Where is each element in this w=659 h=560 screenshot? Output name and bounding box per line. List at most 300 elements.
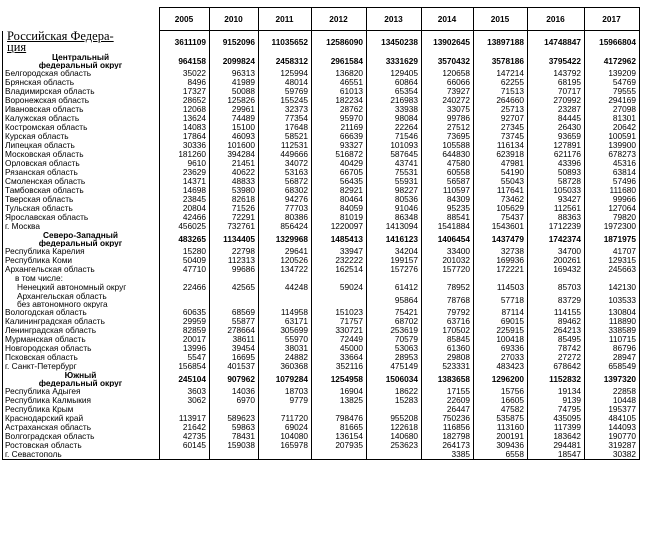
value-cell: 15100 <box>210 123 259 132</box>
value-cell: 589623 <box>210 414 259 423</box>
value-cell: 72449 <box>312 335 367 344</box>
value-cell <box>210 274 259 283</box>
row-label-line: Республика Коми <box>5 255 73 265</box>
table-row <box>3 123 640 132</box>
value-cell: 29961 <box>210 105 259 114</box>
row-label-line: г. Санкт-Петербург <box>5 361 77 371</box>
value-cell: 82921 <box>312 186 367 195</box>
value-cell: 26430 <box>528 123 585 132</box>
value-cell: 3603 <box>160 387 210 396</box>
value-cell: 29641 <box>259 247 312 256</box>
value-cell: 20017 <box>160 335 210 344</box>
value-cell: 1712239 <box>528 222 585 231</box>
value-cell: 23845 <box>160 195 210 204</box>
value-cell: 55970 <box>259 335 312 344</box>
value-cell: 483265 <box>160 231 210 247</box>
row-label-line: Астраханская область <box>5 422 92 432</box>
value-cell: 38611 <box>210 335 259 344</box>
value-cell: 79555 <box>585 87 640 96</box>
value-cell: 17864 <box>160 132 210 141</box>
row-label-line: ция <box>7 39 27 53</box>
year-header: 2005 <box>160 8 210 31</box>
value-cell: 3570432 <box>422 53 474 69</box>
table-row <box>3 396 640 405</box>
value-cell: 94276 <box>259 195 312 204</box>
value-cell: 14698 <box>160 186 210 195</box>
value-cell: 139900 <box>585 141 640 150</box>
value-cell: 117641 <box>474 186 528 195</box>
table-row <box>3 78 640 87</box>
value-cell: 60864 <box>367 78 422 87</box>
row-label <box>3 396 160 405</box>
value-cell: 68302 <box>259 186 312 195</box>
header-corner <box>3 8 160 31</box>
table-row <box>3 441 640 450</box>
value-cell: 56435 <box>312 177 367 186</box>
value-cell: 25713 <box>474 105 528 114</box>
value-cell: 95864 <box>367 292 422 308</box>
value-cell: 1152832 <box>528 371 585 387</box>
value-cell: 483423 <box>474 362 528 371</box>
value-cell: 264173 <box>422 441 474 450</box>
row-label <box>3 387 160 396</box>
value-cell: 112531 <box>259 141 312 150</box>
value-cell: 22858 <box>585 387 640 396</box>
value-cell: 3062 <box>160 396 210 405</box>
value-cell: 199157 <box>367 256 422 265</box>
row-label <box>3 274 160 283</box>
value-cell: 73745 <box>474 132 528 141</box>
value-cell: 1506034 <box>367 371 422 387</box>
value-cell: 207935 <box>312 441 367 450</box>
year-header: 2016 <box>528 8 585 31</box>
value-cell: 14371 <box>160 177 210 186</box>
value-cell: 68702 <box>367 317 422 326</box>
value-cell: 72291 <box>210 213 259 222</box>
value-cell: 116134 <box>474 141 528 150</box>
value-cell: 40429 <box>312 159 367 168</box>
value-cell: 84445 <box>528 114 585 123</box>
value-cell: 68195 <box>528 78 585 87</box>
table-row <box>3 423 640 432</box>
value-cell: 136820 <box>312 69 367 78</box>
value-cell: 1485413 <box>312 231 367 247</box>
value-cell: 798476 <box>312 414 367 423</box>
value-cell: 48833 <box>210 177 259 186</box>
value-cell: 78742 <box>528 344 585 353</box>
table-row <box>3 265 640 274</box>
row-label <box>3 317 160 326</box>
value-cell: 61013 <box>312 87 367 96</box>
value-cell: 750236 <box>422 414 474 423</box>
value-cell: 278664 <box>210 326 259 335</box>
row-label-line: Архангельская область <box>5 264 95 274</box>
row-label <box>3 405 160 414</box>
value-cell: 113160 <box>474 423 528 432</box>
row-label <box>3 353 160 362</box>
value-cell <box>367 274 422 283</box>
value-cell: 81019 <box>312 213 367 222</box>
value-cell: 535875 <box>474 414 528 423</box>
row-label <box>3 195 160 204</box>
row-label <box>3 362 160 371</box>
federal-district-row <box>3 231 640 247</box>
value-cell: 78431 <box>210 432 259 441</box>
value-cell: 17155 <box>422 387 474 396</box>
value-cell: 1397320 <box>585 371 640 387</box>
value-cell: 19134 <box>528 387 585 396</box>
value-cell: 95970 <box>312 114 367 123</box>
value-cell: 61412 <box>367 283 422 292</box>
value-cell: 2458312 <box>259 53 312 69</box>
value-cell: 57496 <box>585 177 640 186</box>
value-cell: 55877 <box>210 317 259 326</box>
value-cell: 48014 <box>259 78 312 87</box>
value-cell: 110715 <box>585 335 640 344</box>
row-label-line: Калужская область <box>5 113 80 123</box>
value-cell: 74795 <box>528 405 585 414</box>
statistics-table <box>2 7 640 460</box>
value-cell: 34072 <box>259 159 312 168</box>
value-cell: 74489 <box>210 114 259 123</box>
value-cell: 27033 <box>474 353 528 362</box>
value-cell: 475149 <box>367 362 422 371</box>
value-cell: 170502 <box>422 326 474 335</box>
row-label-line: Тверская область <box>5 194 74 204</box>
value-cell: 70717 <box>528 87 585 96</box>
value-cell: 2099824 <box>210 53 259 69</box>
value-cell: 50088 <box>210 87 259 96</box>
value-cell: 53163 <box>259 168 312 177</box>
value-cell <box>312 450 367 460</box>
value-cell: 40622 <box>210 168 259 177</box>
row-label <box>3 335 160 344</box>
value-cell: 42565 <box>210 283 259 292</box>
row-label <box>3 123 160 132</box>
value-cell: 165978 <box>259 441 312 450</box>
value-cell: 13450238 <box>367 31 422 53</box>
value-cell <box>210 405 259 414</box>
value-cell: 46551 <box>312 78 367 87</box>
value-cell: 118890 <box>585 317 640 326</box>
value-cell: 116856 <box>422 423 474 432</box>
row-label-line: Орловская область <box>5 158 80 168</box>
value-cell: 1134405 <box>210 231 259 247</box>
row-label <box>3 308 160 317</box>
table-row <box>3 195 640 204</box>
value-cell: 35022 <box>160 69 210 78</box>
value-cell: 33938 <box>367 105 422 114</box>
row-label-line: федеральный округ <box>38 377 123 387</box>
value-cell: 732761 <box>210 222 259 231</box>
value-cell: 129315 <box>585 256 640 265</box>
row-label-line: федеральный округ <box>38 237 123 247</box>
row-label <box>3 432 160 441</box>
row-label-line: Ненецкий автономный округ <box>17 282 127 292</box>
value-cell: 120526 <box>259 256 312 265</box>
value-cell: 151023 <box>312 308 367 317</box>
row-label <box>3 31 160 53</box>
value-cell: 77354 <box>259 114 312 123</box>
value-cell: 83729 <box>528 292 585 308</box>
value-cell: 73695 <box>422 132 474 141</box>
table-row <box>3 150 640 159</box>
value-cell: 294169 <box>585 96 640 105</box>
row-label-line: Рязанская область <box>5 167 78 177</box>
value-cell <box>160 274 210 283</box>
value-cell: 1541884 <box>422 222 474 231</box>
value-cell: 85845 <box>422 335 474 344</box>
value-cell: 114503 <box>474 283 528 292</box>
value-cell: 240272 <box>422 96 474 105</box>
value-cell: 12068 <box>160 105 210 114</box>
row-label-line: федеральный округ <box>38 59 123 69</box>
value-cell: 59769 <box>259 87 312 96</box>
value-cell: 147214 <box>474 69 528 78</box>
value-cell: 245104 <box>160 371 210 387</box>
row-label-line: Тамбовская область <box>5 185 84 195</box>
value-cell: 88541 <box>422 213 474 222</box>
row-label <box>3 177 160 186</box>
value-cell: 1742374 <box>528 231 585 247</box>
value-cell: 69015 <box>474 317 528 326</box>
value-cell: 122618 <box>367 423 422 432</box>
value-cell: 43396 <box>528 159 585 168</box>
value-cell: 1437479 <box>474 231 528 247</box>
table-row <box>3 317 640 326</box>
value-cell: 16695 <box>210 353 259 362</box>
value-cell: 44248 <box>259 283 312 292</box>
row-label <box>3 231 160 247</box>
value-cell: 6558 <box>474 450 528 460</box>
value-cell: 159038 <box>210 441 259 450</box>
row-label <box>3 105 160 114</box>
value-cell: 330721 <box>312 326 367 335</box>
row-label <box>3 344 160 353</box>
value-cell: 15966804 <box>585 31 640 53</box>
value-cell: 8496 <box>160 78 210 87</box>
value-cell: 964158 <box>160 53 210 69</box>
table-row <box>3 87 640 96</box>
value-cell: 85495 <box>528 335 585 344</box>
row-label <box>3 96 160 105</box>
value-cell: 1220097 <box>312 222 367 231</box>
value-cell: 9779 <box>259 396 312 405</box>
value-cell: 28953 <box>367 353 422 362</box>
value-cell: 33664 <box>312 353 367 362</box>
value-cell: 309436 <box>474 441 528 450</box>
value-cell: 856424 <box>259 222 312 231</box>
value-cell: 253623 <box>367 441 422 450</box>
value-cell: 711720 <box>259 414 312 423</box>
value-cell: 305699 <box>259 326 312 335</box>
value-cell: 27512 <box>422 123 474 132</box>
value-cell: 1329968 <box>259 231 312 247</box>
row-label-line: в том числе: <box>15 273 63 283</box>
value-cell: 120658 <box>422 69 474 78</box>
value-cell: 79792 <box>422 308 474 317</box>
value-cell: 11035652 <box>259 31 312 53</box>
value-cell: 63716 <box>422 317 474 326</box>
value-cell: 225915 <box>474 326 528 335</box>
value-cell: 484105 <box>585 414 640 423</box>
value-cell: 18703 <box>259 387 312 396</box>
row-label <box>3 132 160 141</box>
value-cell: 127891 <box>528 141 585 150</box>
row-label-line: Вологодская область <box>5 307 87 317</box>
value-cell: 435095 <box>528 414 585 423</box>
value-cell: 264213 <box>528 326 585 335</box>
value-cell: 22798 <box>210 247 259 256</box>
value-cell: 86348 <box>367 213 422 222</box>
table-row <box>3 353 640 362</box>
row-label <box>3 186 160 195</box>
value-cell: 30382 <box>585 450 640 460</box>
table-row <box>3 247 640 256</box>
value-cell: 103533 <box>585 292 640 308</box>
table-row <box>3 132 640 141</box>
value-cell: 22609 <box>422 396 474 405</box>
value-cell: 41989 <box>210 78 259 87</box>
value-cell: 352116 <box>312 362 367 371</box>
value-cell: 99786 <box>422 114 474 123</box>
row-label <box>3 204 160 213</box>
federal-district-row <box>3 53 640 69</box>
row-label-line: Курская область <box>5 131 69 141</box>
value-cell: 516872 <box>312 150 367 159</box>
value-cell: 59024 <box>312 283 367 292</box>
value-cell: 75421 <box>367 308 422 317</box>
value-cell <box>312 405 367 414</box>
row-label-line: Тульская область <box>5 203 73 213</box>
value-cell: 88363 <box>528 213 585 222</box>
value-cell <box>528 274 585 283</box>
table-row <box>3 450 640 460</box>
year-header: 2014 <box>422 8 474 31</box>
table-row <box>3 344 640 353</box>
row-label-line: Смоленская область <box>5 176 86 186</box>
value-cell: 201032 <box>422 256 474 265</box>
value-cell: 3385 <box>422 450 474 460</box>
value-cell: 105033 <box>528 186 585 195</box>
value-cell <box>259 450 312 460</box>
value-cell: 13897188 <box>474 31 528 53</box>
row-label-line: Ярославская область <box>5 212 89 222</box>
value-cell: 621176 <box>528 150 585 159</box>
value-cell: 136154 <box>312 432 367 441</box>
value-cell: 34204 <box>367 247 422 256</box>
table-row <box>3 204 640 213</box>
value-cell: 47710 <box>160 265 210 274</box>
value-cell: 32738 <box>474 247 528 256</box>
table-row <box>3 405 640 414</box>
value-cell: 98227 <box>367 186 422 195</box>
value-cell: 1079284 <box>259 371 312 387</box>
value-cell: 1416123 <box>367 231 422 247</box>
row-label <box>3 247 160 256</box>
table-row <box>3 69 640 78</box>
value-cell: 80386 <box>259 213 312 222</box>
value-cell: 17327 <box>160 87 210 96</box>
value-cell: 134722 <box>259 265 312 274</box>
value-cell: 69336 <box>474 344 528 353</box>
value-cell: 2961584 <box>312 53 367 69</box>
value-cell: 157720 <box>422 265 474 274</box>
row-label <box>3 423 160 432</box>
value-cell: 50893 <box>528 168 585 177</box>
value-cell: 114958 <box>259 308 312 317</box>
row-label-line: Новгородская область <box>5 343 92 353</box>
value-cell <box>259 274 312 283</box>
row-label-line: Московская область <box>5 149 84 159</box>
table-row <box>3 274 640 283</box>
value-cell: 33947 <box>312 247 367 256</box>
value-cell <box>160 292 210 308</box>
row-label-line: Южный <box>64 370 97 380</box>
value-cell: 60558 <box>422 168 474 177</box>
value-cell: 80536 <box>367 195 422 204</box>
table-row <box>3 362 640 371</box>
value-cell: 125994 <box>259 69 312 78</box>
row-label-line: Северо-Западный <box>42 230 118 240</box>
year-header: 2015 <box>474 8 528 31</box>
value-cell <box>474 274 528 283</box>
value-cell: 16904 <box>312 387 367 396</box>
value-cell: 111680 <box>585 186 640 195</box>
value-cell: 62255 <box>474 78 528 87</box>
value-cell: 182798 <box>422 432 474 441</box>
value-cell: 93659 <box>528 132 585 141</box>
value-cell <box>367 450 422 460</box>
value-cell <box>312 274 367 283</box>
value-cell: 10448 <box>585 396 640 405</box>
value-cell <box>210 450 259 460</box>
value-cell: 623918 <box>474 150 528 159</box>
table-row <box>3 186 640 195</box>
value-cell: 6970 <box>210 396 259 405</box>
row-label <box>3 213 160 222</box>
value-cell: 23287 <box>528 105 585 114</box>
row-label-line: Псковская область <box>5 352 78 362</box>
value-cell <box>422 274 474 283</box>
table-row <box>3 159 640 168</box>
table-row <box>3 177 640 186</box>
value-cell: 96313 <box>210 69 259 78</box>
row-label <box>3 69 160 78</box>
year-header: 2012 <box>312 8 367 31</box>
value-cell: 113917 <box>160 414 210 423</box>
value-cell: 93327 <box>312 141 367 150</box>
value-cell: 33400 <box>422 247 474 256</box>
value-cell: 55043 <box>474 177 528 186</box>
value-cell: 66066 <box>422 78 474 87</box>
value-cell: 32373 <box>259 105 312 114</box>
value-cell: 27272 <box>528 353 585 362</box>
value-cell: 644830 <box>422 150 474 159</box>
value-cell: 53063 <box>367 344 422 353</box>
row-label-line: Калининградская область <box>5 316 105 326</box>
row-label-line: Воронежская область <box>5 95 90 105</box>
value-cell: 1254958 <box>312 371 367 387</box>
value-cell: 66639 <box>312 132 367 141</box>
value-cell: 28947 <box>585 353 640 362</box>
value-cell: 79820 <box>585 213 640 222</box>
value-cell: 142130 <box>585 283 640 292</box>
value-cell: 84309 <box>422 195 474 204</box>
row-label-line: Белгородская область <box>5 68 92 78</box>
value-cell: 3795422 <box>528 53 585 69</box>
value-cell: 110597 <box>422 186 474 195</box>
